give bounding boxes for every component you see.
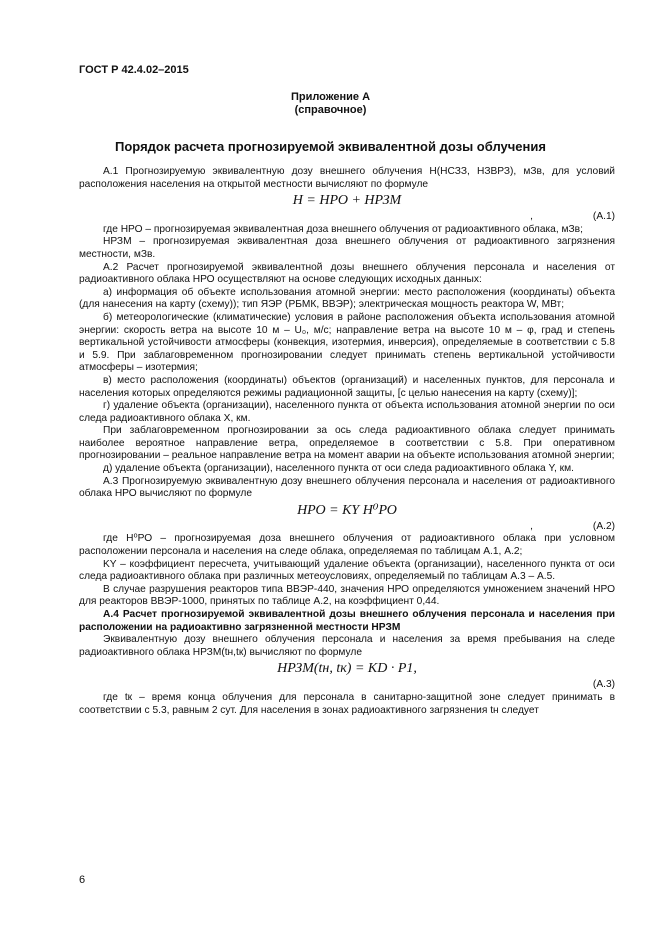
paragraph: в) место расположения (координаты) объектов (организаций) и населенных пунктов, для персонала и населения которых определяются режимы радиационной защиты, [с целью нанесения на карту (схему)]; — [79, 374, 615, 399]
section-title: Порядок расчета прогнозируемой эквивалентной дозы облучения — [115, 139, 546, 154]
appendix-title: Приложение А — [290, 91, 371, 103]
document-body — [79, 166, 615, 717]
equation-number — [79, 521, 615, 534]
standard-header: ГОСТ Р 42.4.02–2015 — [79, 64, 189, 76]
appendix-subtitle: (справочное) — [294, 104, 367, 116]
paragraph: б) метеорологические (климатические) условия в районе расположения объекта использования атомной энергии: скорость ветра на высоте 10 м – U₀, м/с; направление ветра на высоте 10 м – φ, град и степень вертикальной устойчивости атмосферы (конвекция, изотермия, инверсия), определяемые в соответствии с 5.8 и 5.9. При заблаговременном прогнозировании следует принимать степень вертикальной устойчивости атмосферы – изотермия; — [79, 311, 615, 374]
paragraph: А.1 Прогнозируемую эквивалентную дозу внешнего облучения Н(НСЗЗ, НЗВРЗ), мЗв, для условий расположения населения на открытой местности вычисляют по формуле — [79, 166, 615, 190]
paragraph: При заблаговременном прогнозировании за ось следа радиоактивного облака следует принимать наиболее вероятное направление ветра, определяемое в соответствии с 5.8. При оперативном прогнозировании – реальное направление ветра на момент аварии на объекте использования атомной энергии; — [79, 425, 615, 462]
paragraph: где HРО – прогнозируемая эквивалентная доза внешнего облучения от радиоактивного облака, мЗв; — [103, 223, 583, 235]
equation-number: (А.3) — [592, 679, 615, 691]
paragraph: где H⁰РО – прогнозируемая доза внешнего облучения от радиоактивного облака при условном расположении персонала и населения на следе облака, определяемая по таблицам А.1, А.2; — [79, 533, 615, 558]
paragraph: А.3 Прогнозируемую эквивалентную дозу внешнего облучения персонала и населения от радиоактивного облака HРО вычисляют по формуле — [79, 475, 615, 500]
equation-number — [79, 211, 615, 224]
paragraph: HРЗМ – прогнозируемая эквивалентная доза внешнего облучения от радиоактивного загрязнения местности, мЗв. — [79, 236, 615, 260]
formula-a1: H = HРО + HРЗМ — [292, 193, 402, 209]
paragraph: В случае разрушения реакторов типа ВВЭР-440, значения HРО определяются умножением значений HРО для реакторов ВВЭР-1000, принятых по таблице А.2, на коэффициент 0,44. — [79, 583, 615, 608]
appendix-heading — [0, 91, 661, 117]
paragraph: где tк – время конца облучения для персонала в санитарно-защитной зоне следует принимать в соответствии с 5.3, равным 2 сут. Для населения в зонах радиоактивного загрязнения tн следует — [79, 691, 615, 716]
paragraph: д) удаление объекта (организации), населенного пункта от оси следа радиоактивного облака Y, км. — [103, 463, 574, 475]
subsection-heading: А.4 Расчет прогнозируемой эквивалентной дозы внешнего облучения персонала и населения при расположении на радиоактивно загрязненной местности HРЗМ — [79, 609, 615, 633]
formula-a3: HРЗМ(tн, tк) = KD · P1, — [277, 661, 417, 677]
equation-label: (А.1) — [592, 211, 615, 223]
paragraph: а) информация об объекте использования атомной энергии: место расположения (координаты) объекта (для нанесения на карту (схему)); тип ЯЭР (РБМК, ВВЭР); электрическая мощность реактора W, МВт; — [79, 286, 615, 311]
formula-comma: , — [530, 520, 533, 532]
paragraph: г) удаление объекта (организации), населенного пункта от объекта использования атомной энергии по оси следа радиоактивного облака X, км. — [79, 400, 615, 424]
formula-comma: , — [530, 211, 533, 223]
equation-label: (А.2) — [592, 520, 615, 532]
paragraph: Эквивалентную дозу внешнего облучения персонала и населения за время пребывания на следе радиоактивного облака HРЗМ(tн,tк) вычисляют по формуле — [79, 634, 615, 658]
paragraph: KY – коэффициент пересчета, учитывающий удаление объекта (организации), населенного пункта от оси следа радиоактивного облака при различных метеоусловиях, определяемый по таблицам А.3 – А.5. — [79, 558, 615, 583]
formula-a2: HРО = KY H⁰РО — [297, 502, 397, 518]
paragraph: А.2 Расчет прогнозируемой эквивалентной дозы внешнего облучения персонала и населения от радиоактивного облака HРО осуществляют на основе следующих исходных данных: — [79, 261, 615, 286]
page-number: 6 — [79, 874, 86, 886]
